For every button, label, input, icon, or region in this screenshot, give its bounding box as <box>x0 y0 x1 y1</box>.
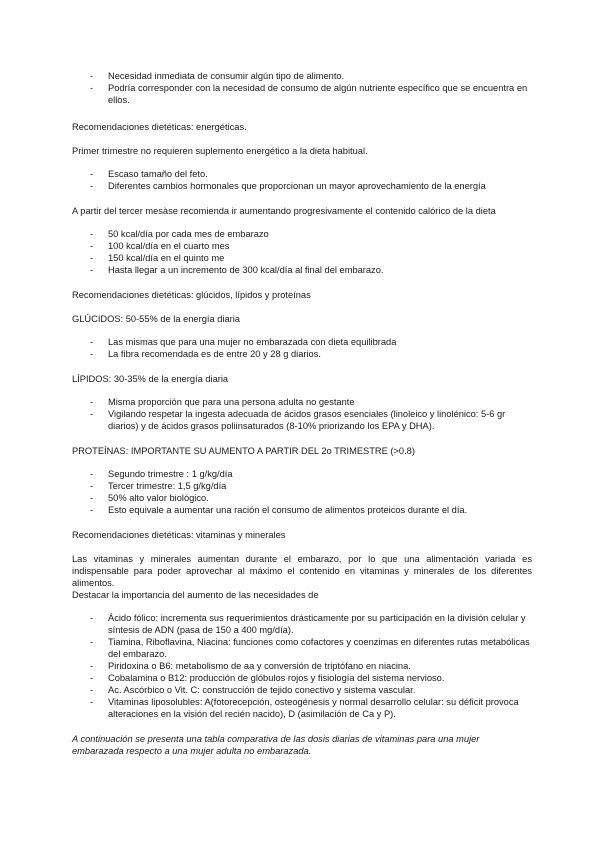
list-item: - Tiamina, Riboflavina, Niacina: funciones como cofactores y coenzimas en diferentes rutas metabólicas del embarazo. <box>72 636 532 660</box>
list-item: - Podría corresponder con la necesidad de consumo de algún nutriente específico que se encuentra en ellos. <box>72 82 532 106</box>
list-item: - Las mismas que para una mujer no embarazada con dieta equilibrada <box>72 336 532 348</box>
list-item: - Vitaminas liposolubles: A(fotorecepción, osteogénesis y normal desarrollo celular: su déficit provoca alteraciones en la visión del recién nacido), D (asimilación de Ca y P). <box>72 696 532 720</box>
list-item: - Esto equivale a aumentar una ración el consumo de alimentos proteicos durante el día. <box>72 504 532 516</box>
list-item: - 100 kcal/día en el cuarto mes <box>72 240 532 252</box>
list-proteinas <box>72 468 532 516</box>
list-lipidos <box>72 396 532 432</box>
list-primer-trimestre <box>72 168 532 192</box>
glucidos-title: GLÚCIDOS: 50-55% de la energía diaria <box>72 314 240 324</box>
list-top <box>72 70 532 106</box>
list-item: - Cobalamina o B12: producción de glóbulos rojos y fisiología del sistema nervioso. <box>72 672 532 684</box>
list-item: - 50% alto valor biológico. <box>72 492 532 504</box>
lipidos-title: LÍPIDOS: 30-35% de la energía diaria <box>72 374 229 384</box>
list-item: - Tercer trimestre: 1,5 g/kg/día <box>72 480 532 492</box>
heading-vitaminas: Recomendaciones dietéticas: vitaminas y minerales <box>72 530 286 540</box>
paragraph-closing: A continuación se presenta una tabla comparativa de las dosis diarias de vitaminas para una mujer embarazada respecto a una mujer adulta no embarazada. <box>72 734 480 756</box>
paragraph-tercer-mes: A partir del tercer mesàse recomienda ir aumentando progresivamente el contenido calórico de la dieta <box>72 206 496 216</box>
list-item: - Misma proporción que para una persona adulta no gestante <box>72 396 532 408</box>
heading-energeticas: Recomendaciones dietéticas: energéticas. <box>72 122 247 132</box>
proteinas-title: PROTEÍNAS: IMPORTANTE SU AUMENTO A PARTIR DEL 2o TRIMESTRE (>0.8) <box>72 446 415 456</box>
list-item: - Escaso tamaño del feto. <box>72 168 532 180</box>
list-item: - Hasta llegar a un incremento de 300 kcal/día al final del embarazo. <box>72 264 532 276</box>
list-item: - Ácido fólico: incrementa sus requerimientos drásticamente por su participación en la división celular y síntesis de ADN (pasa de 150 a 400 mg/día). <box>72 612 532 636</box>
list-item: - Ac. Ascórbico o Vit. C: construcción de tejido conectivo y sistema vascular. <box>72 684 532 696</box>
list-item: - Necesidad inmediata de consumir algún tipo de alimento. <box>72 70 532 82</box>
list-item: - La fibra recomendada es de entre 20 y 28 g diarios. <box>72 348 532 360</box>
list-kcal <box>72 228 532 276</box>
heading-macros: Recomendaciones dietéticas: glúcidos, lípidos y proteínas <box>72 290 311 300</box>
list-item: - Piridoxina o B6: metabolismo de aa y conversión de triptófano en niacina. <box>72 660 532 672</box>
list-item: - 150 kcal/día en el quinto me <box>72 252 532 264</box>
list-item: - Segundo trimestre : 1 g/kg/día <box>72 468 532 480</box>
list-item: - 50 kcal/día por cada mes de embarazo <box>72 228 532 240</box>
paragraph-vitaminas-intro: Las vitaminas y minerales aumentan durante el embarazo, por lo que una alimentación variada es indispensable para poder aprovechar al máximo el contenido en vitaminas y minerales de los diferentes alimentos. <box>72 554 532 588</box>
list-glucidos <box>72 336 532 360</box>
paragraph-destacar: Destacar la importancia del aumento de las necesidades de <box>72 590 319 600</box>
list-item: - Vigilando respetar la ingesta adecuada de ácidos grasos esenciales (linoleico y linolénico: 5-6 gr diarios) y de ácidos grasos poliinsaturados (8-10% priorizando los EPA y DHA). <box>72 408 532 432</box>
paragraph-primer-trimestre: Primer trimestre no requieren suplemento energético a la dieta habitual. <box>72 146 368 156</box>
list-vitaminas <box>72 612 532 720</box>
list-item: - Diferentes cambios hormonales que proporcionan un mayor aprovechamiento de la energía <box>72 180 532 192</box>
